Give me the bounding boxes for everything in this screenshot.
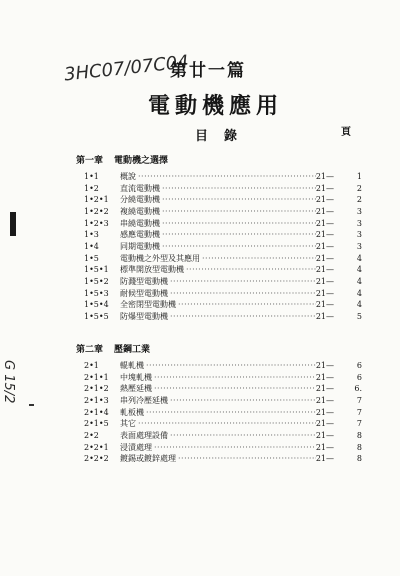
page-number: 2: [356, 195, 362, 205]
book-title: 電動機應用: [148, 93, 284, 119]
page-number: 3: [356, 230, 362, 240]
section-leader: [120, 218, 316, 230]
section-title: 複繞電動機: [120, 206, 160, 216]
section-leader: [120, 183, 316, 195]
volume-number: 21—: [315, 218, 334, 228]
section-number: 2•1•4: [84, 407, 109, 417]
volume-number: 21—: [315, 241, 334, 251]
volume-number: 21—: [315, 430, 334, 440]
page-number: 6: [356, 372, 362, 382]
volume-number: 21—: [315, 454, 334, 464]
page-number: 8: [356, 442, 362, 452]
volume-number: 21—: [315, 183, 334, 193]
volume-number: 21—: [315, 442, 334, 452]
section-leader: [120, 194, 316, 206]
section-title: 直流電動機: [120, 183, 160, 193]
section-leader: [120, 311, 316, 323]
section-leader: [120, 372, 316, 384]
toc-entry: [84, 194, 362, 206]
chapter-title: 壓鋼工業: [114, 345, 151, 355]
volume-number: 21—: [315, 265, 334, 275]
page-column-heading: 頁: [341, 127, 351, 138]
margin-mark: [29, 404, 34, 406]
chapter-heading: [76, 342, 366, 355]
binding-mark: [10, 212, 16, 236]
toc-entry: [84, 253, 362, 265]
section-leader: [120, 241, 316, 253]
section-title: 電動機之外型及其應用: [120, 253, 200, 263]
section-number: 2•1•2: [84, 384, 109, 394]
volume-number: 21—: [315, 206, 334, 216]
page-number: 4: [356, 276, 362, 286]
section-title: 感應電動機: [120, 230, 160, 240]
toc-entry: [84, 241, 362, 253]
section-number: 1•5•1: [84, 265, 109, 275]
section-title: 軋板機: [120, 407, 144, 417]
section-leader: [120, 276, 316, 288]
chapter-number: 第二章: [76, 345, 104, 355]
section-title: 防爆型電動機: [120, 311, 168, 321]
section-leader: [120, 264, 316, 276]
section-leader: [120, 229, 316, 241]
toc-entry: [84, 395, 362, 407]
section-title: 分繞電動機: [120, 195, 160, 205]
volume-number: 21—: [315, 230, 334, 240]
volume-number: 21—: [315, 407, 334, 417]
section-leader: [120, 288, 316, 300]
page-number: 4: [356, 288, 362, 298]
section-number: 2•2•1: [84, 442, 109, 452]
toc-entry: [84, 311, 362, 323]
volume-number: 21—: [315, 276, 334, 286]
toc-entry: [84, 372, 362, 384]
section-title: 耐候型電動機: [120, 288, 168, 298]
volume-number: 21—: [315, 384, 334, 394]
toc-entry: [84, 418, 362, 430]
page-number: 3: [356, 206, 362, 216]
section-number: 1•5•5: [84, 311, 109, 321]
section-number: 2•2•2: [84, 454, 109, 464]
section-number: 1•5•4: [84, 300, 109, 310]
section-title: 浸漬處理: [120, 442, 152, 452]
section-leader: [120, 442, 316, 454]
toc-entry: [84, 264, 362, 276]
page-number: 4: [356, 253, 362, 263]
section-number: 1•5•3: [84, 288, 109, 298]
section-title: 鍍錫或鍍鋅處理: [120, 454, 176, 464]
section-number: 1•5•2: [84, 276, 109, 286]
toc-entry: [84, 218, 362, 230]
volume-number: 21—: [315, 395, 334, 405]
part-title: 第廿一篇: [170, 61, 246, 81]
section-number: 1•1: [84, 172, 99, 181]
toc-entry: [84, 288, 362, 300]
section-leader: [120, 395, 316, 407]
page-number: 5: [356, 311, 362, 321]
section-number: 2•1: [84, 361, 99, 370]
section-number: 2•1•5: [84, 419, 109, 429]
toc-entry: [84, 229, 362, 241]
section-title: 標準開放型電動機: [120, 265, 184, 275]
section-leader: [120, 453, 316, 465]
volume-number: 21—: [315, 311, 334, 321]
section-title: 串列冷壓延機: [120, 395, 168, 405]
toc-entry: [84, 276, 362, 288]
section-leader: [120, 171, 316, 183]
section-number: 1•2•2: [84, 206, 109, 216]
section-leader: [120, 206, 316, 218]
chapter-number: 第一章: [76, 156, 104, 166]
toc-entry: [84, 430, 362, 442]
toc-entry: [84, 183, 362, 195]
volume-number: 21—: [315, 361, 334, 370]
section-title: 熱壓延機: [120, 384, 152, 394]
toc-entry: [84, 360, 362, 372]
section-title: 表面處理設備: [120, 430, 168, 440]
section-number: 1•2•1: [84, 195, 109, 205]
section-title: 概說: [120, 172, 136, 181]
section-title: 串繞電動機: [120, 218, 160, 228]
page-number: 7: [356, 407, 362, 417]
toc-entry: [84, 442, 362, 454]
section-title: 全密閉型電動機: [120, 300, 176, 310]
page-number: 4: [356, 265, 362, 275]
section-number: 1•5: [84, 253, 99, 263]
page-number: 1: [356, 172, 362, 181]
toc-entry: [84, 299, 362, 311]
section-number: 1•4: [84, 241, 99, 251]
section-leader: [120, 299, 316, 311]
handwritten-annotation: 3HC07/07C04: [63, 51, 190, 86]
section-number: 2•1•3: [84, 395, 109, 405]
volume-number: 21—: [315, 288, 334, 298]
volume-number: 21—: [315, 172, 334, 181]
section-title: 防濺型電動機: [120, 276, 168, 286]
volume-number: 21—: [315, 195, 334, 205]
page-number: 6: [356, 361, 362, 370]
section-number: 1•3: [84, 230, 99, 240]
handwritten-shelf-mark: G 15/2: [1, 360, 16, 404]
toc-entry: [84, 407, 362, 419]
section-number: 2•1•1: [84, 372, 109, 382]
section-title: 其它: [120, 419, 136, 429]
section-leader: [120, 430, 316, 442]
section-leader: [120, 383, 316, 395]
toc-entry: [84, 206, 362, 218]
volume-number: 21—: [315, 300, 334, 310]
volume-number: 21—: [315, 419, 334, 429]
chapter-heading: [76, 153, 366, 166]
volume-number: 21—: [315, 253, 334, 263]
toc-heading: 目錄: [195, 129, 254, 144]
section-leader: [120, 407, 316, 419]
page-number: 4: [356, 300, 362, 310]
toc-entry: [84, 383, 362, 395]
page-number: 6.: [354, 384, 362, 394]
volume-number: 21—: [315, 372, 334, 382]
toc-entry: [84, 453, 362, 465]
chapter-title: 電動機之選擇: [114, 156, 169, 166]
section-number: 1•2: [84, 183, 99, 193]
page-number: 3: [356, 218, 362, 228]
page-number: 7: [356, 395, 362, 405]
section-leader: [120, 418, 316, 430]
page-number: 7: [356, 419, 362, 429]
section-title: 中塊軋機: [120, 372, 152, 382]
section-number: 2•2: [84, 430, 99, 440]
toc-entry: [84, 171, 362, 183]
section-number: 1•2•3: [84, 218, 109, 228]
section-title: 同期電動機: [120, 241, 160, 251]
section-leader: [120, 253, 316, 265]
page-number: 8: [356, 430, 362, 440]
section-leader: [120, 360, 316, 372]
section-title: 輥軋機: [120, 361, 144, 370]
page-number: 2: [356, 183, 362, 193]
page-number: 8: [356, 454, 362, 464]
page-number: 3: [356, 241, 362, 251]
